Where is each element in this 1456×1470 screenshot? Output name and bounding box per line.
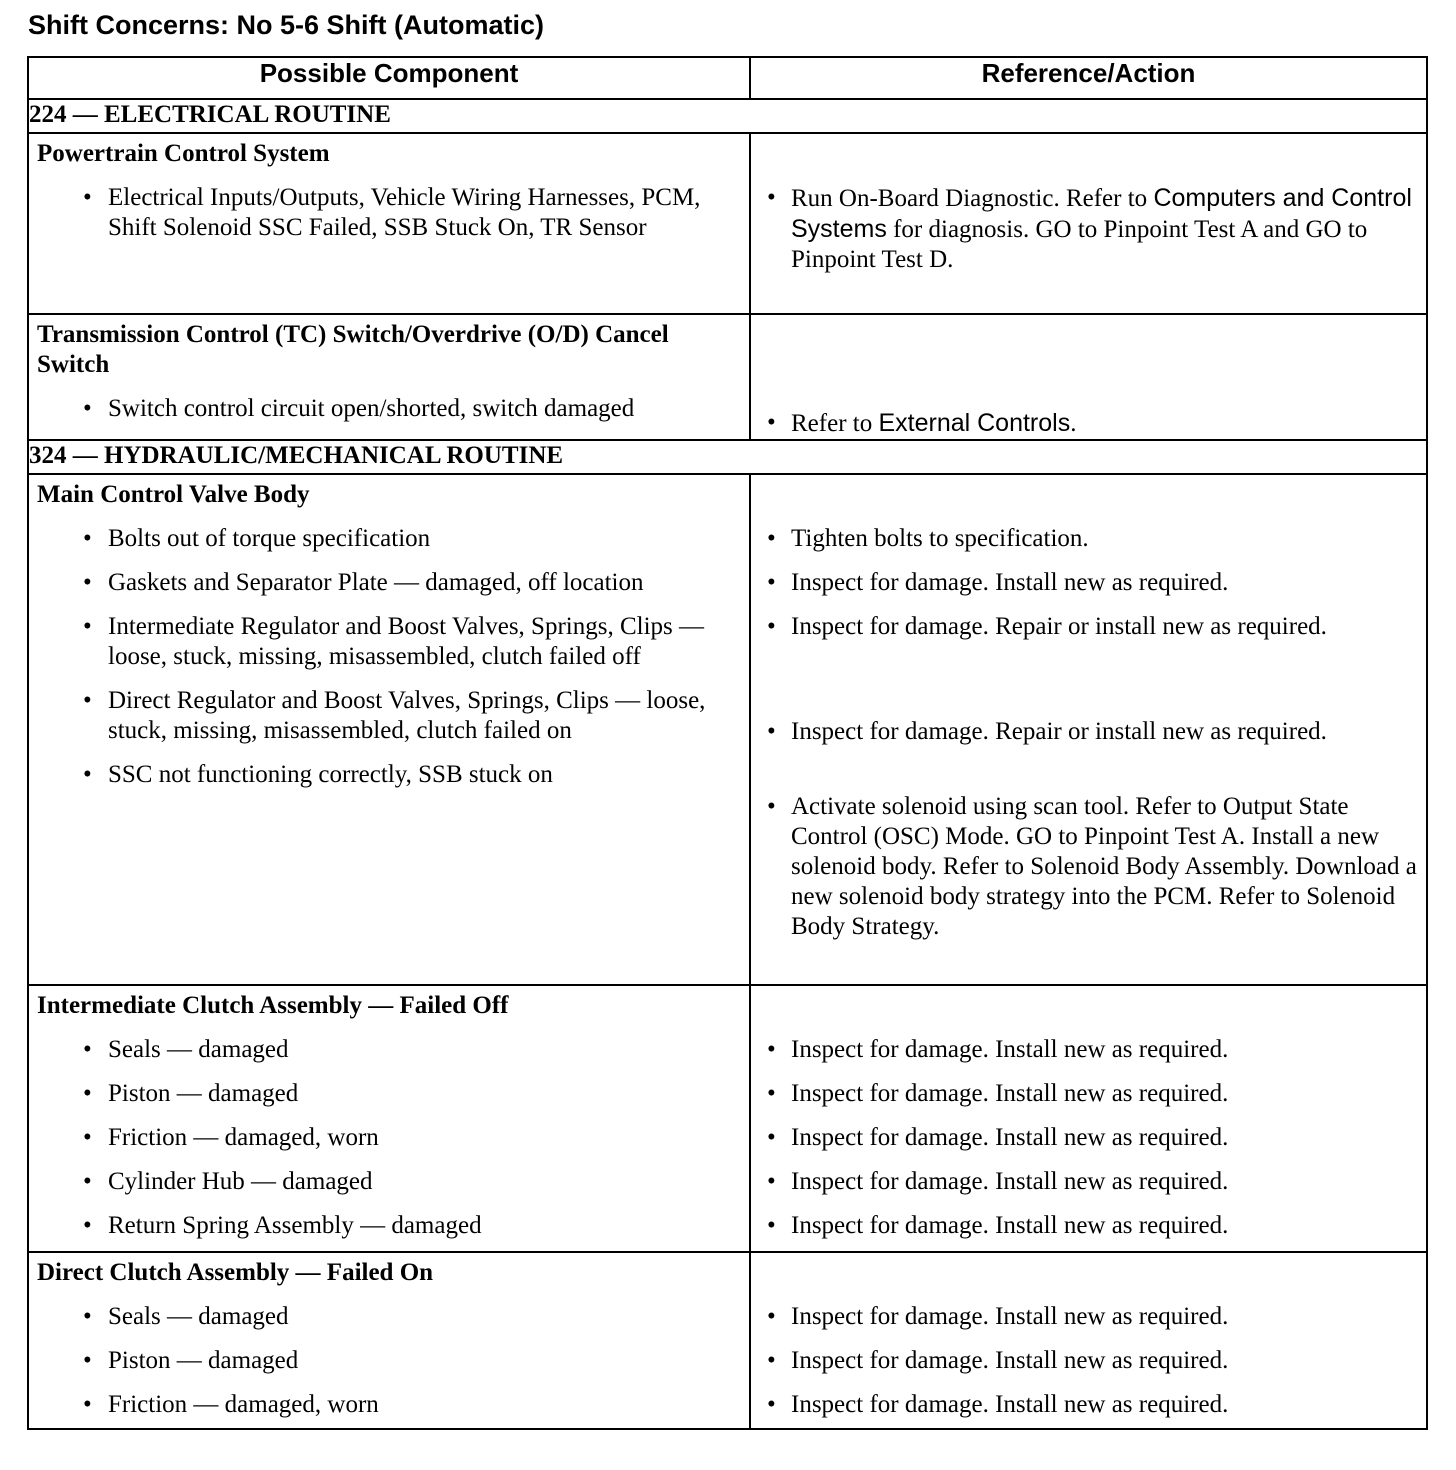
- component-item: • Seals — damaged: [37, 1035, 741, 1065]
- group-title: Powertrain Control System: [37, 140, 330, 167]
- group-row: [28, 1252, 1427, 1429]
- component-item: • SSC not functioning correctly, SSB stuck on: [37, 760, 741, 790]
- action-item: • Activate solenoid using scan tool. Refer to Output State Control (OSC) Mode. GO to Pinpoint Test A. Install a new solenoid body. Refer to Solenoid Body Assembly. Download a new solenoid body strategy into the PCM. Refer to Solenoid Body Strategy.: [759, 792, 1418, 942]
- page-title: Shift Concerns: No 5-6 Shift (Automatic): [28, 10, 545, 40]
- action-cell: [750, 314, 1427, 440]
- action-item: • Inspect for damage. Install new as required.: [759, 1211, 1418, 1241]
- action-text: .: [1070, 410, 1077, 437]
- action-item: • Inspect for damage. Install new as required.: [759, 1167, 1418, 1197]
- component-item: • Piston — damaged: [37, 1346, 741, 1376]
- group-row: [28, 133, 1427, 314]
- component-cell: [28, 314, 750, 440]
- action-text: Refer to: [791, 410, 879, 437]
- action-item: • Inspect for damage. Repair or install new as required.: [759, 717, 1418, 747]
- component-item: • Cylinder Hub — damaged: [37, 1167, 741, 1197]
- action-cell: [750, 474, 1427, 985]
- action-text: for diagnosis. GO to Pinpoint Test A and GO to Pinpoint Test D.: [791, 216, 1368, 273]
- component-item: • Piston — damaged: [37, 1079, 741, 1109]
- component-item: • Friction — damaged, worn: [37, 1390, 741, 1420]
- routine-row: [28, 440, 1427, 474]
- action-text: Run On-Board Diagnostic. Refer to: [791, 185, 1154, 212]
- component-item: • Return Spring Assembly — damaged: [37, 1211, 741, 1241]
- component-cell: [28, 133, 750, 314]
- group-title: Transmission Control (TC) Switch/Overdrive (O/D) Cancel Switch: [37, 321, 669, 378]
- action-cell: [750, 1252, 1427, 1429]
- group-row: [28, 474, 1427, 985]
- action-item: [759, 183, 1418, 275]
- action-reference: External Controls: [878, 409, 1071, 437]
- action-item: • Inspect for damage. Install new as required.: [759, 1035, 1418, 1065]
- component-cell: [28, 985, 750, 1252]
- component-item: • Bolts out of torque specification: [37, 524, 741, 554]
- action-item: • Inspect for damage. Repair or install new as required.: [759, 612, 1418, 642]
- action-item: • Inspect for damage. Install new as required.: [759, 1123, 1418, 1153]
- component-item: • Switch control circuit open/shorted, switch damaged: [37, 394, 741, 424]
- shift-concerns-table: [27, 56, 1428, 1430]
- column-header-action: Reference/Action: [750, 57, 1427, 99]
- component-item: • Intermediate Regulator and Boost Valves, Springs, Clips — loose, stuck, missing, misassembled, clutch failed off: [37, 612, 741, 672]
- action-item: • Tighten bolts to specification.: [759, 524, 1418, 554]
- action-item: • Inspect for damage. Install new as required.: [759, 1390, 1418, 1420]
- routine-row: [28, 99, 1427, 133]
- group-title: Direct Clutch Assembly — Failed On: [37, 1259, 434, 1286]
- component-cell: [28, 1252, 750, 1429]
- action-item: • Inspect for damage. Install new as required.: [759, 1079, 1418, 1109]
- component-cell: [28, 474, 750, 985]
- action-item: • Inspect for damage. Install new as required.: [759, 1302, 1418, 1332]
- action-cell: [750, 985, 1427, 1252]
- group-title: Main Control Valve Body: [37, 481, 310, 508]
- group-title: Intermediate Clutch Assembly — Failed Off: [37, 992, 509, 1019]
- action-item: • Inspect for damage. Install new as required.: [759, 1346, 1418, 1376]
- action-item: • Inspect for damage. Install new as required.: [759, 568, 1418, 598]
- header-row: [28, 57, 1427, 99]
- component-item: • Electrical Inputs/Outputs, Vehicle Wiring Harnesses, PCM, Shift Solenoid SSC Failed, SSB Stuck On, TR Sensor: [37, 183, 741, 243]
- routine-heading: 324 — HYDRAULIC/MECHANICAL ROUTINE: [28, 440, 1427, 474]
- group-row: [28, 985, 1427, 1252]
- action-reference: Computers and Control Systems: [791, 184, 1412, 243]
- column-header-component: Possible Component: [28, 57, 750, 99]
- component-item: • Friction — damaged, worn: [37, 1123, 741, 1153]
- component-item: • Direct Regulator and Boost Valves, Springs, Clips — loose, stuck, missing, misassembled, clutch failed on: [37, 686, 741, 746]
- action-item: [759, 408, 1418, 439]
- component-item: • Gaskets and Separator Plate — damaged, off location: [37, 568, 741, 598]
- routine-heading: 224 — ELECTRICAL ROUTINE: [28, 99, 1427, 133]
- action-cell: [750, 133, 1427, 314]
- group-row: [28, 314, 1427, 440]
- component-item: • Seals — damaged: [37, 1302, 741, 1332]
